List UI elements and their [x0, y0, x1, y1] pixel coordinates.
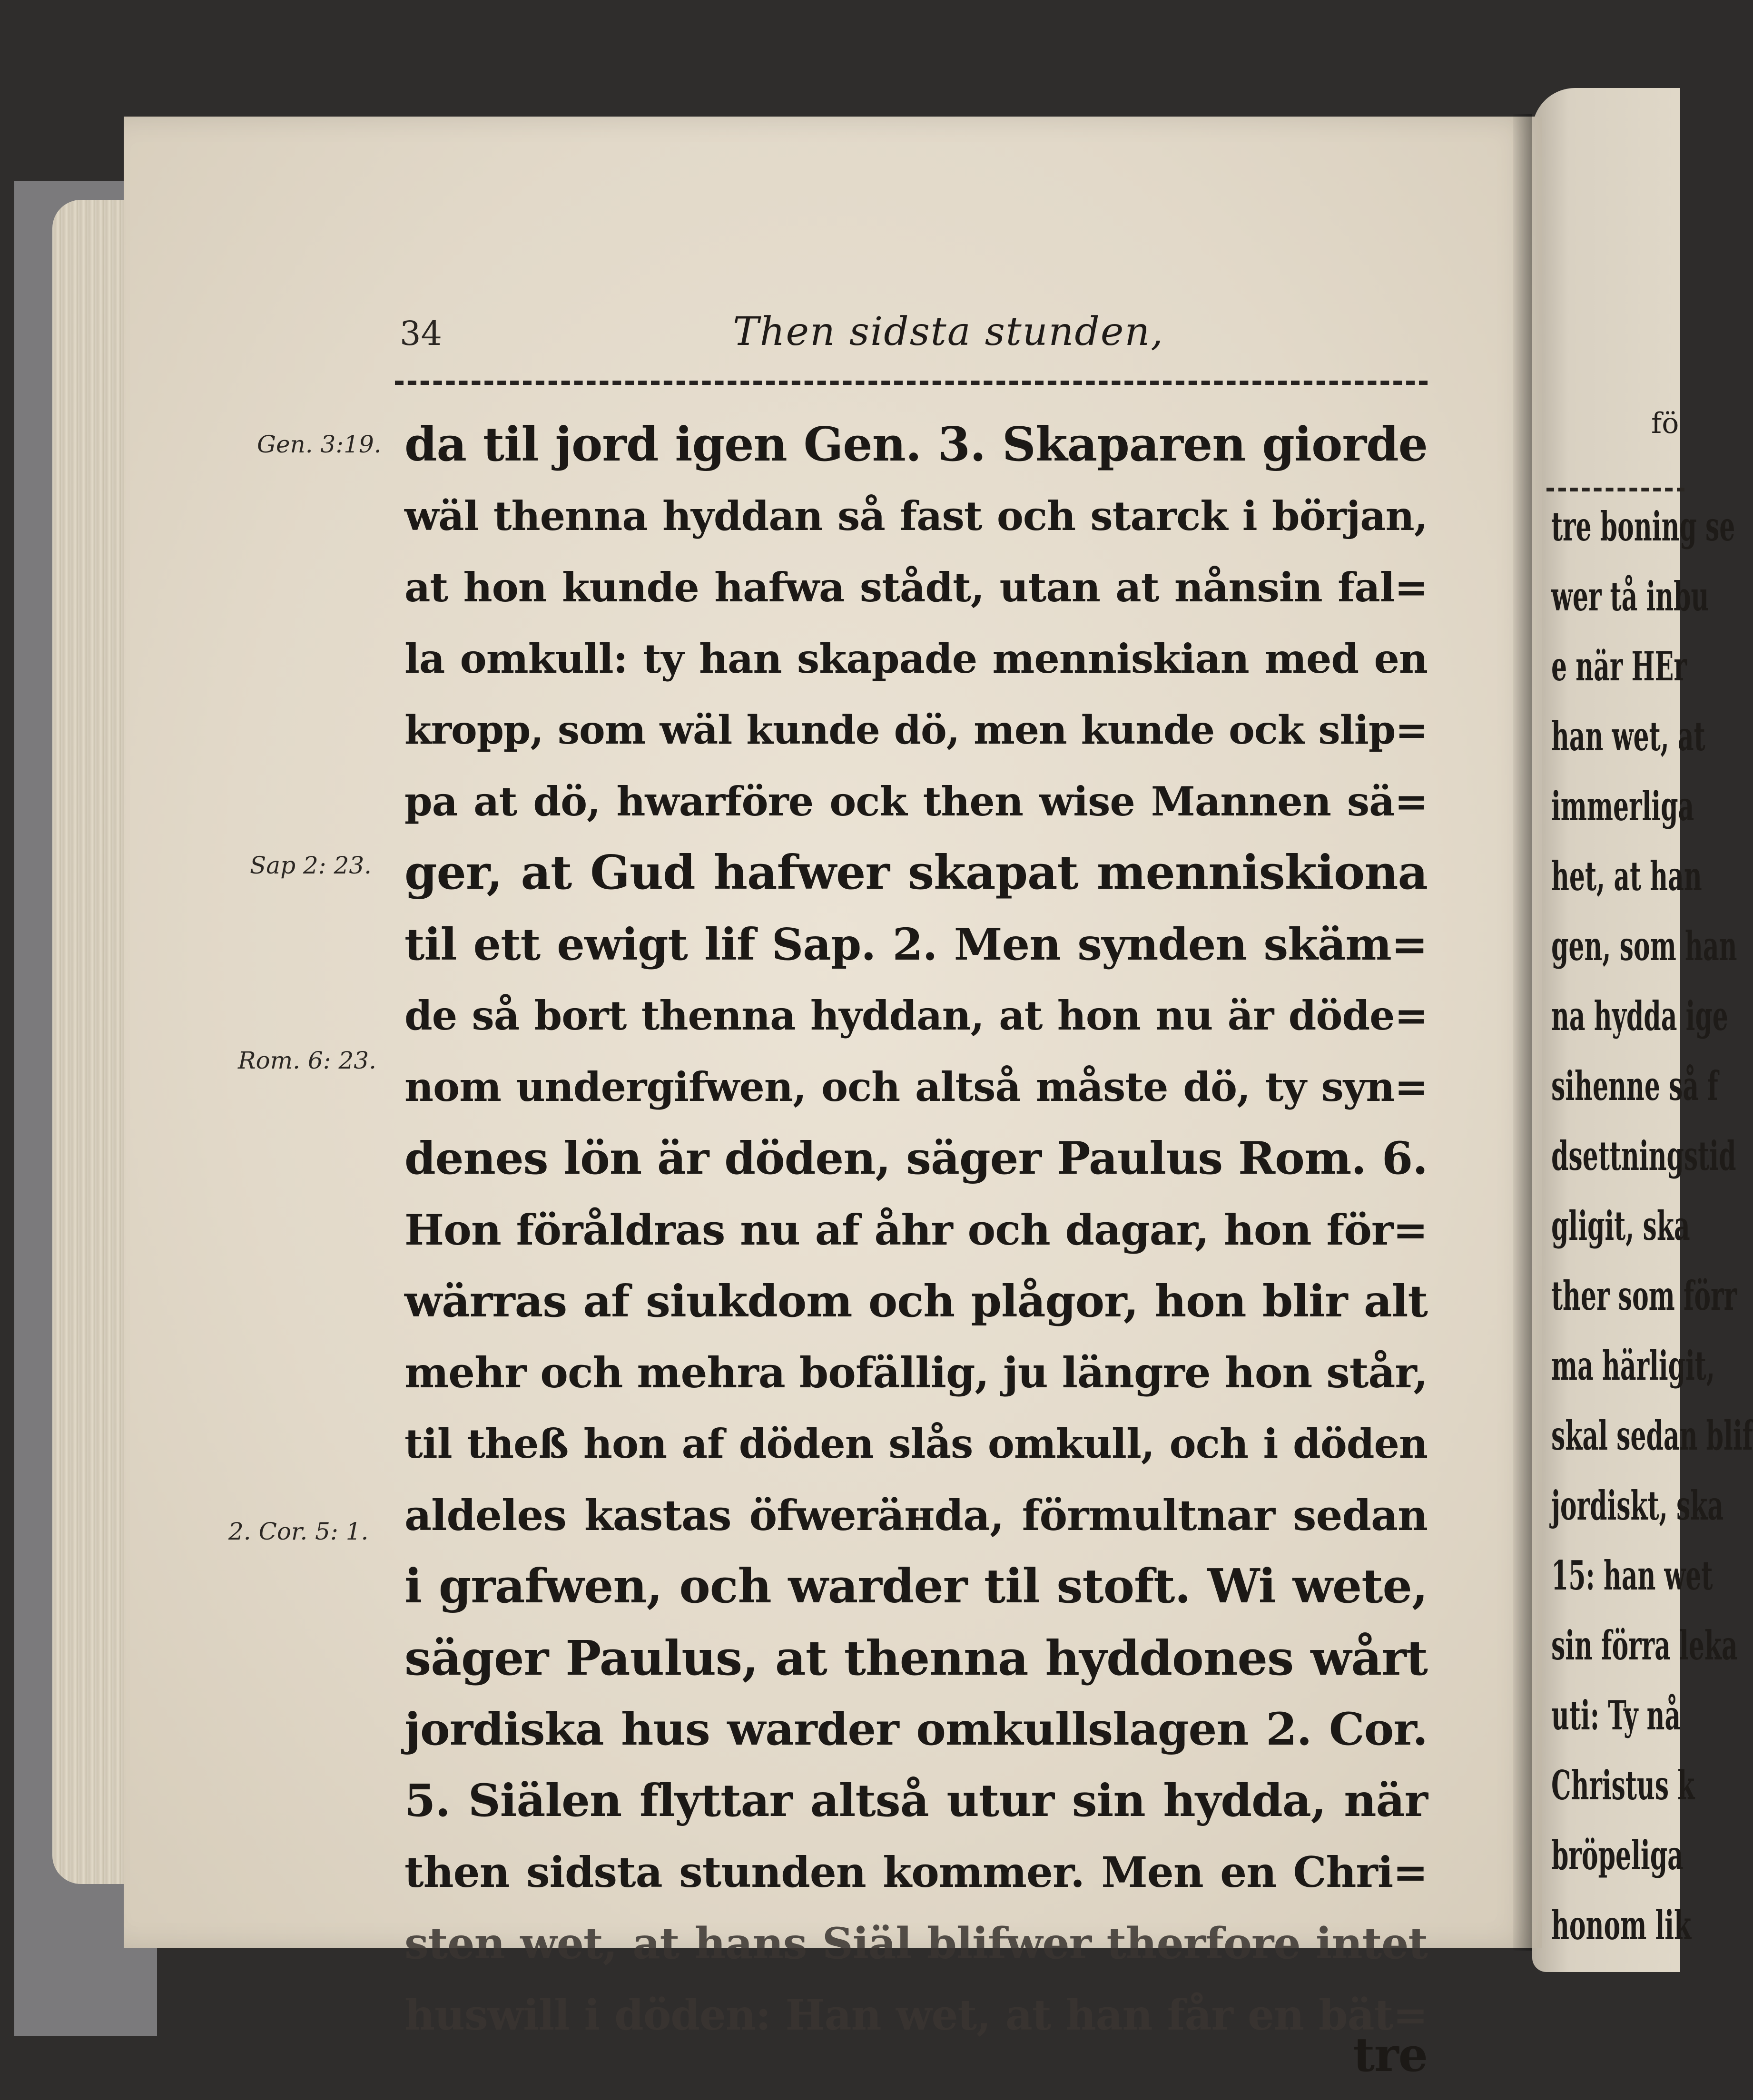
text-line: jordiska hus warder omkullslagen 2. Cor.: [404, 1703, 1428, 1756]
text-line: da til jord igen Gen. 3. Skaparen giorde: [404, 417, 1428, 472]
catchword: tre: [1353, 2028, 1428, 2082]
text-line: kropp, som wäl kunde dö, men kunde ock slip=: [404, 707, 1428, 753]
margin-note-gen: Gen. 3:19.: [257, 431, 382, 458]
facing-line: ma härligit,: [1551, 1342, 1715, 1389]
facing-line: honom lik: [1551, 1902, 1692, 1949]
facing-line: uti: Ty nå: [1551, 1692, 1681, 1739]
text-line: huswill i döden: Han wet, at han får en bät=: [404, 1990, 1428, 2040]
text-line: aldeles kastas öfweräнda, förmultnar sedan: [404, 1491, 1428, 1540]
text-line: then sidsta stunden kommer. Men en Chri=: [404, 1847, 1428, 1897]
text-line: nom undergifwen, och altså måste dö, ty syn=: [404, 1063, 1428, 1110]
facing-page: [1532, 88, 1753, 1972]
gutter-shadow: [1513, 114, 1532, 1951]
facing-line: na hydda ige: [1551, 992, 1728, 1040]
text-line: i grafwen, och warder til stoft. Wi wete,: [404, 1559, 1428, 1614]
facing-line: tre boning se: [1551, 503, 1735, 550]
text-line: at hon kunde hafwa stådt, utan at nånsin fal=: [404, 564, 1428, 611]
text-line: wäl thenna hyddan så fast och starck i början,: [404, 492, 1428, 540]
running-head: [400, 309, 1447, 357]
facing-line: skal sedan blif: [1551, 1412, 1753, 1459]
facing-line: jordiskt, ska: [1551, 1482, 1724, 1529]
text-line: sten wet, at hans Siäl blifwer therfore intet: [404, 1918, 1428, 1969]
facing-line: dsettningstid: [1551, 1132, 1736, 1179]
text-line: säger Paulus, at thenna hyddones wårt: [404, 1630, 1428, 1686]
text-line: til ett ewigt lif Sap. 2. Men synden skäm=: [404, 919, 1428, 970]
facing-line: immerliga: [1551, 783, 1694, 830]
text-line: la omkull: ty han skapade menniskian med en: [404, 635, 1428, 682]
header-title: Then sidsta stunden,: [733, 309, 1164, 354]
text-line: de så bort thenna hyddan, at hon nu är döde=: [404, 992, 1428, 1039]
facing-line: gligit, ska: [1551, 1202, 1690, 1249]
facing-line: sin förra leka: [1551, 1622, 1738, 1669]
text-line: denes lön är döden, säger Paulus Rom. 6.: [404, 1132, 1428, 1185]
text-line: til theß hon af döden slås omkull, och i döden: [404, 1420, 1428, 1467]
page-number: 34: [400, 314, 443, 353]
header-rule: [395, 381, 1428, 385]
margin-note-rom: Rom. 6: 23.: [238, 1047, 377, 1074]
facing-header-rule: [1546, 488, 1684, 491]
text-line: 5. Siälen flyttar altså utur sin hydda, när: [404, 1775, 1428, 1827]
text-line: Hon föråldras nu af åhr och dagar, hon för=: [404, 1205, 1428, 1255]
margin-note-sap: Sap 2: 23.: [250, 852, 372, 879]
text-line: ger, at Gud hafwer skapat menniskiona: [404, 845, 1428, 900]
facing-line: sihenne så f: [1551, 1062, 1718, 1109]
facing-line: wer tå inbu: [1551, 573, 1709, 620]
facing-running-head: fö: [1651, 407, 1679, 440]
margin-note-cor: 2. Cor. 5: 1.: [228, 1518, 369, 1545]
facing-line: han wet, at: [1551, 713, 1705, 760]
text-line: mehr och mehra bofällig, ju längre hon står,: [404, 1348, 1428, 1397]
facing-line: ther som förr: [1551, 1272, 1737, 1319]
text-line: pa at dö, hwarföre ock then wise Mannen sä=: [404, 778, 1428, 825]
text-line: wärras af siukdom och plågor, hon blir alt: [404, 1276, 1428, 1327]
facing-line: Christus k: [1551, 1762, 1695, 1809]
facing-line: bröpeliga: [1551, 1832, 1684, 1879]
facing-line: het, at han: [1551, 853, 1702, 900]
facing-line: e när HEr: [1551, 643, 1687, 690]
facing-line: gen, som han: [1551, 922, 1737, 970]
facing-line: 15: han wet: [1551, 1552, 1713, 1599]
